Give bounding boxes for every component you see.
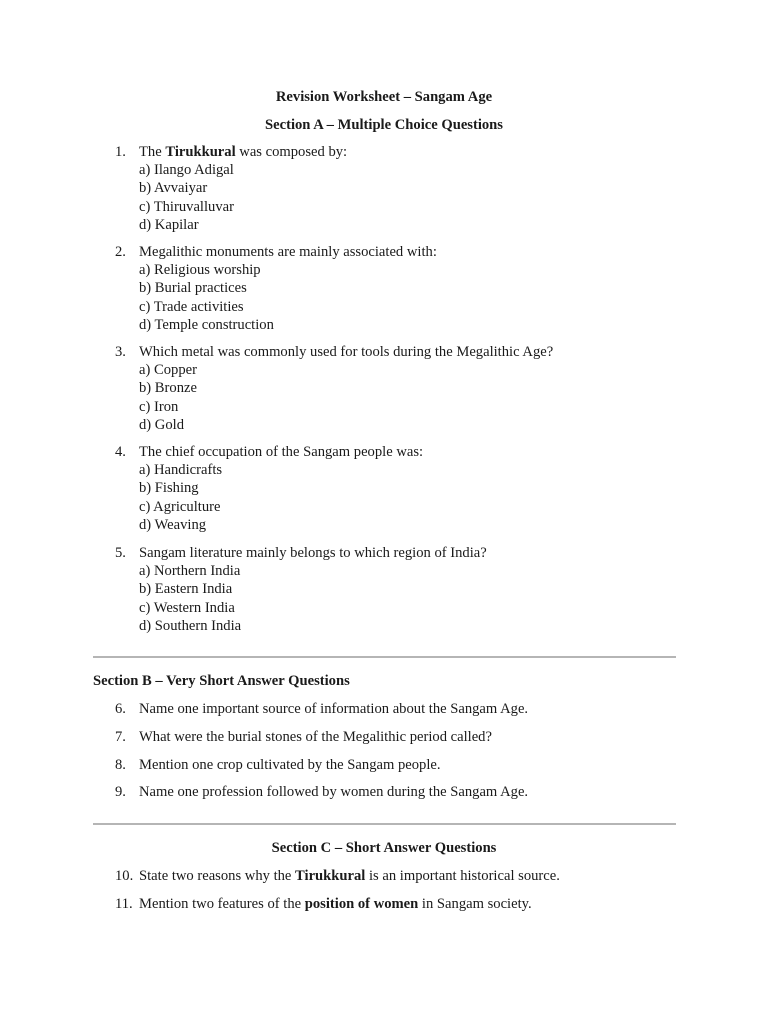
option-d: d) Weaving — [139, 516, 207, 533]
question-text: is an important historical source. — [365, 868, 560, 884]
question-bold-term: position of women — [304, 896, 419, 912]
option-d: d) Southern India — [139, 617, 242, 634]
question-number: 8. — [115, 757, 126, 773]
option-d: d) Gold — [139, 416, 184, 433]
question-number: 4. — [115, 444, 126, 460]
section-b-heading: Section B – Very Short Answer Questions — [93, 673, 350, 689]
option-c: c) Iron — [139, 398, 179, 415]
question-9 — [115, 783, 675, 801]
question-5-stem — [115, 544, 675, 562]
option-b: b) Fishing — [139, 480, 199, 497]
option-b: b) Bronze — [139, 380, 197, 397]
question-number: 7. — [115, 729, 126, 745]
question-number: 3. — [115, 344, 126, 360]
question-2 — [115, 243, 675, 334]
question-number: 6. — [115, 701, 126, 717]
question-number: 5. — [115, 545, 126, 561]
option-d: d) Kapilar — [139, 216, 199, 233]
question-text: The — [139, 144, 166, 160]
question-6 — [115, 700, 675, 718]
question-7 — [115, 728, 675, 746]
question-text: Sangam literature mainly belongs to which region of India? — [139, 545, 487, 561]
option-b: b) Burial practices — [139, 280, 247, 297]
section-c-heading: Section C – Short Answer Questions — [271, 840, 497, 856]
question-4-stem — [115, 443, 675, 461]
question-text: Megalithic monuments are mainly associated with: — [139, 244, 437, 260]
question-text: was composed by: — [235, 144, 348, 160]
question-text: Name one important source of information about the Sangam Age. — [139, 701, 529, 717]
question-2-stem — [115, 243, 675, 261]
option-a: a) Copper — [139, 362, 197, 379]
question-bold-term: Tirukkural — [165, 144, 236, 160]
question-number: 2. — [115, 244, 126, 260]
question-4 — [115, 443, 675, 534]
question-text: Mention one crop cultivated by the Sangam people. — [139, 757, 441, 773]
question-11 — [115, 895, 675, 913]
question-bold-term: Tirukkural — [295, 868, 366, 884]
question-number: 1. — [115, 144, 126, 160]
question-text: in Sangam society. — [418, 896, 532, 912]
option-a: a) Handicrafts — [139, 462, 223, 479]
question-text: What were the burial stones of the Megalithic period called? — [139, 729, 492, 745]
question-text: Which metal was commonly used for tools during the Megalithic Age? — [139, 344, 554, 360]
option-c: c) Trade activities — [139, 298, 244, 315]
section-a-heading: Section A – Multiple Choice Questions — [265, 117, 503, 133]
section-divider — [93, 823, 676, 825]
option-b: b) Avvaiyar — [139, 180, 208, 197]
option-c: c) Thiruvalluvar — [139, 198, 234, 215]
question-text: State two reasons why the — [139, 868, 296, 884]
question-3 — [115, 343, 675, 434]
option-c: c) Agriculture — [139, 498, 221, 515]
question-number: 10. — [115, 868, 134, 884]
question-5 — [115, 544, 675, 635]
question-number: 9. — [115, 784, 126, 800]
worksheet-title: Revision Worksheet – Sangam Age — [275, 89, 493, 105]
question-text: Mention two features of the — [139, 896, 305, 912]
option-c: c) Western India — [139, 599, 235, 616]
question-3-stem — [115, 343, 675, 361]
question-text: Name one profession followed by women during the Sangam Age. — [139, 784, 529, 800]
option-a: a) Ilango Adigal — [139, 162, 234, 179]
option-a: a) Religious worship — [139, 262, 261, 279]
question-1 — [115, 143, 675, 234]
option-a: a) Northern India — [139, 563, 241, 580]
question-1-stem — [115, 143, 675, 161]
option-d: d) Temple construction — [139, 316, 274, 333]
question-10 — [115, 867, 675, 885]
question-number: 11. — [115, 896, 133, 912]
option-b: b) Eastern India — [139, 581, 233, 598]
question-8 — [115, 756, 675, 774]
question-text: The chief occupation of the Sangam people was: — [139, 444, 424, 460]
section-divider — [93, 656, 676, 658]
